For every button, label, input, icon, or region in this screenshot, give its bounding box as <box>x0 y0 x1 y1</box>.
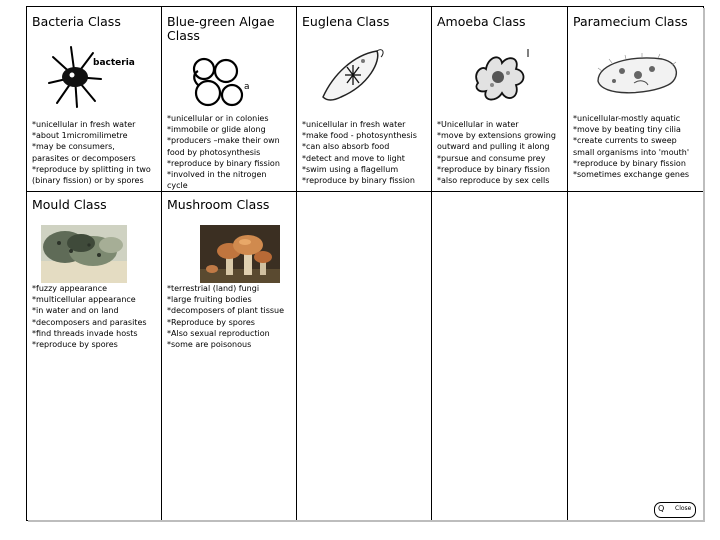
cell-title: Paramecium Class <box>573 14 688 29</box>
description-line: *about 1micromilimetre <box>32 131 128 141</box>
description-line: *make food - photosynthesis <box>302 131 417 141</box>
description-line: *immobile or glide along <box>167 125 266 135</box>
quit-button[interactable]: Q <box>658 504 665 513</box>
description-line: *unicellular in fresh water <box>302 120 406 129</box>
euglena-icon <box>319 45 389 105</box>
description-line: cycle <box>167 181 188 191</box>
cell-mould <box>27 192 162 521</box>
cell-euglena <box>297 7 432 192</box>
cell-description <box>302 119 428 186</box>
cell-title: Blue-green Algae Class <box>167 14 275 43</box>
description-line: *sometimes exchange genes <box>573 170 690 180</box>
cell-mushroom <box>162 192 297 521</box>
cell-blue-green-algae <box>162 7 297 192</box>
cell-title: Mould Class <box>32 197 107 212</box>
description-line: *decomposers and parasites <box>32 317 147 327</box>
empty-cell <box>432 192 568 521</box>
cell-title: Amoeba Class <box>437 14 526 29</box>
mould-photo <box>41 225 127 283</box>
cell-description <box>437 119 564 186</box>
table-shadow-bottom <box>28 520 705 522</box>
description-line: *terrestrial (land) fungi <box>167 284 260 293</box>
cell-title: Euglena Class <box>302 14 390 29</box>
description-line: *reproduce by splitting in two <box>32 164 151 174</box>
description-line: *decomposers of plant tissue <box>167 306 285 316</box>
svg-text:a: a <box>244 82 250 92</box>
bacteria-image-label: bacteria <box>93 58 135 68</box>
description-line: *large fruiting bodies <box>167 295 252 305</box>
description-line: *reproduce by binary fission <box>302 176 415 186</box>
description-line: *detect and move to light <box>302 153 405 163</box>
paramecium-icon <box>592 51 682 99</box>
description-line: *move by beating tiny cilia <box>573 125 681 135</box>
close-button[interactable]: Close <box>675 505 692 512</box>
description-line: *create currents to sweep <box>573 136 677 146</box>
description-line: *find threads invade hosts <box>32 328 138 338</box>
table-shadow-right <box>703 8 705 520</box>
empty-cell <box>568 192 704 521</box>
amoeba-icon <box>468 43 534 109</box>
description-line: *involved in the nitrogen <box>167 170 267 180</box>
cell-amoeba <box>432 7 568 192</box>
description-line: *reproduce by binary fission <box>573 158 686 168</box>
description-line: small organisms into 'mouth' <box>573 147 690 157</box>
description-line: *unicellular-mostly aquatic <box>573 114 681 123</box>
cell-description <box>32 283 158 350</box>
description-line: *Reproduce by spores <box>167 317 255 327</box>
description-line: *also reproduce by sex cells <box>437 176 550 186</box>
description-line: food by photosynthesis <box>167 147 261 157</box>
cell-title: Mushroom Class <box>167 197 270 212</box>
description-line: *swim using a flagellum <box>302 164 399 174</box>
description-line: *some are poisonous <box>167 340 252 350</box>
description-line: (binary fission) or by spores <box>32 176 144 186</box>
cell-title: Bacteria Class <box>32 14 121 29</box>
classification-table <box>26 6 704 521</box>
cell-description <box>167 283 293 350</box>
description-line: parasites or decomposers <box>32 153 136 163</box>
bacteria-icon <box>45 43 157 109</box>
description-line: *unicellular in fresh water <box>32 120 136 129</box>
slide-nav-button[interactable] <box>654 502 696 518</box>
cell-paramecium <box>568 7 704 192</box>
description-line: *Unicellular in water <box>437 120 519 129</box>
algae-icon <box>190 55 256 111</box>
description-line: *can also absorb food <box>302 142 390 152</box>
cell-bacteria <box>27 7 162 192</box>
cell-description <box>573 113 700 180</box>
description-line: *in water and on land <box>32 306 119 316</box>
description-line: *producers –make their own <box>167 136 280 146</box>
description-line: *move by extensions growing <box>437 131 556 141</box>
cell-description <box>32 119 158 186</box>
description-line: *reproduce by binary fission <box>167 158 280 168</box>
cell-description <box>167 113 293 191</box>
description-line: *reproduce by binary fission <box>437 164 550 174</box>
description-line: *fuzzy appearance <box>32 284 108 293</box>
empty-cell <box>297 192 432 521</box>
description-line: *pursue and consume prey <box>437 153 546 163</box>
description-line: *reproduce by spores <box>32 340 118 350</box>
description-line: *multicellular appearance <box>32 295 136 305</box>
description-line: outward and pulling it along <box>437 142 550 152</box>
description-line: *may be consumers, <box>32 142 115 152</box>
mushroom-photo <box>200 225 280 283</box>
description-line: *unicellular or in colonies <box>167 114 269 123</box>
description-line: *Also sexual reproduction <box>167 328 270 338</box>
